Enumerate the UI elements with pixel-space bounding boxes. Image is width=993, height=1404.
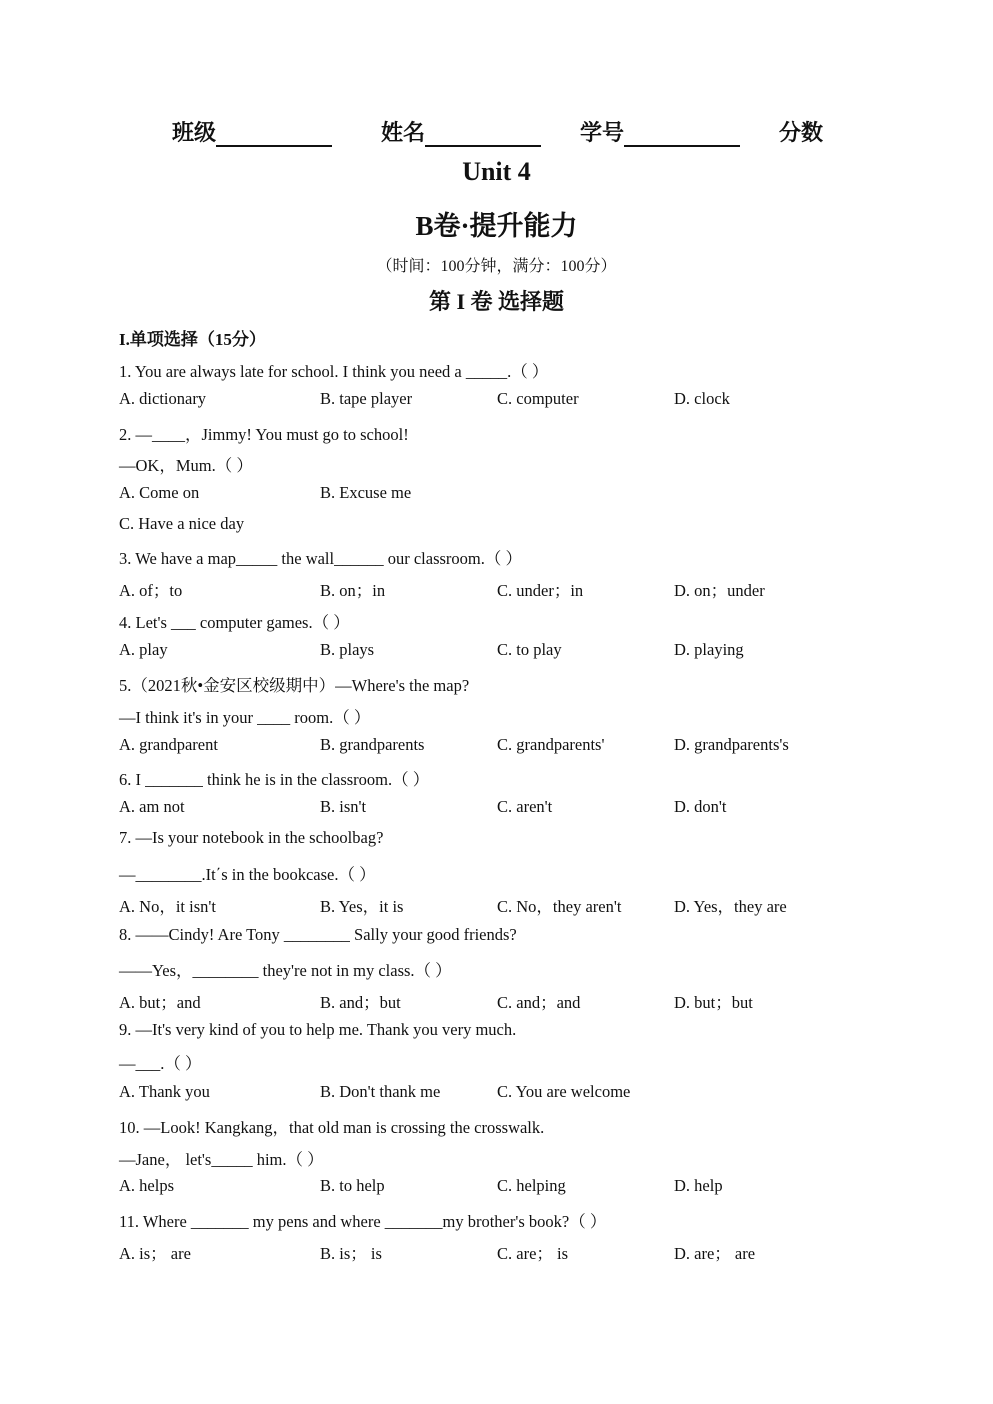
- question-8-stem: 8. ——Cindy! Are Tony ________ Sally your good friends?: [119, 925, 517, 944]
- student-info-header: [0, 116, 993, 152]
- q10-option-d[interactable]: D. help: [674, 1176, 723, 1195]
- q1-option-c[interactable]: C. computer: [497, 389, 579, 408]
- q5-option-d[interactable]: D. grandparents's: [674, 735, 789, 754]
- q5-option-b[interactable]: B. grandparents: [320, 735, 425, 754]
- q11-option-d[interactable]: D. are； are: [674, 1244, 756, 1263]
- q3-option-a[interactable]: A. of；to: [119, 581, 183, 600]
- student-id-field[interactable]: [580, 116, 740, 147]
- question-3-stem: 3. We have a map_____ the wall______ our classroom.（ ）: [119, 549, 522, 568]
- q9-option-c[interactable]: C. You are welcome: [497, 1082, 631, 1101]
- question-8-reply: ——Yes，________ they're not in my class.（ ）: [119, 961, 452, 980]
- q5-option-a[interactable]: A. grandparent: [119, 735, 218, 754]
- q1-option-d[interactable]: D. clock: [674, 389, 730, 408]
- question-6-stem: 6. I _______ think he is in the classroom.（ ）: [119, 770, 430, 789]
- question-9-reply: —___.（ ）: [119, 1054, 202, 1073]
- student-id-label: 学号: [580, 120, 625, 145]
- q6-option-d[interactable]: D. don't: [674, 797, 727, 816]
- question-1-stem: 1. You are always late for school. I think you need a _____.（ ）: [119, 362, 549, 381]
- class-label: 班级: [172, 120, 217, 145]
- q11-option-b[interactable]: B. is； is: [320, 1244, 382, 1263]
- student-id-blank[interactable]: [624, 119, 740, 147]
- q7-option-d[interactable]: D. Yes，they are: [674, 897, 787, 916]
- q9-option-a[interactable]: A. Thank you: [119, 1082, 210, 1101]
- q8-option-c[interactable]: C. and；and: [497, 993, 581, 1012]
- q10-option-c[interactable]: C. helping: [497, 1176, 566, 1195]
- score-field: [779, 116, 823, 147]
- question-7-reply: —________.It΄s in the bookcase.（ ）: [119, 865, 376, 884]
- paper-subtitle: B卷·提升能力: [415, 211, 578, 241]
- question-2-reply: —OK，Mum.（ ）: [119, 456, 253, 475]
- q6-option-c[interactable]: C. aren't: [497, 797, 553, 816]
- name-label: 姓名: [381, 120, 426, 145]
- class-blank[interactable]: [216, 119, 332, 147]
- q1-option-a[interactable]: A. dictionary: [119, 389, 207, 408]
- q2-option-b[interactable]: B. Excuse me: [320, 483, 412, 502]
- q7-option-b[interactable]: B. Yes，it is: [320, 897, 404, 916]
- q3-option-d[interactable]: D. on；under: [674, 581, 765, 600]
- question-2-stem: 2. —____，Jimmy! You must go to school!: [119, 425, 409, 444]
- question-10-reply: —Jane， let's_____ him.（ ）: [119, 1150, 324, 1169]
- name-field[interactable]: [381, 116, 541, 147]
- time-info: （时间：100分钟，满分：100分）: [376, 258, 617, 275]
- q8-option-b[interactable]: B. and；but: [320, 993, 401, 1012]
- q11-option-c[interactable]: C. are； is: [497, 1244, 569, 1263]
- question-4-stem: 4. Let's ___ computer games.（ ）: [119, 613, 350, 632]
- q5-option-c[interactable]: C. grandparents': [497, 735, 605, 754]
- q2-option-a[interactable]: A. Come on: [119, 483, 200, 502]
- class-field[interactable]: [172, 116, 332, 147]
- q8-option-d[interactable]: D. but；but: [674, 993, 753, 1012]
- score-label: 分数: [779, 120, 824, 145]
- question-5-stem: 5.（2021秋•金安区校级期中）—Where's the map?: [119, 676, 470, 695]
- name-blank[interactable]: [425, 119, 541, 147]
- question-9-stem: 9. —It's very kind of you to help me. Thank you very much.: [119, 1020, 517, 1039]
- question-11-stem: 11. Where _______ my pens and where _______my brother's book?（ ）: [119, 1212, 607, 1231]
- q4-option-c[interactable]: C. to play: [497, 640, 562, 659]
- q3-option-c[interactable]: C. under；in: [497, 581, 584, 600]
- q8-option-a[interactable]: A. but；and: [119, 993, 201, 1012]
- q4-option-a[interactable]: A. play: [119, 640, 168, 659]
- q6-option-a[interactable]: A. am not: [119, 797, 185, 816]
- q10-option-b[interactable]: B. to help: [320, 1176, 385, 1195]
- question-7-stem: 7. —Is your notebook in the schoolbag?: [119, 828, 384, 847]
- q9-option-b[interactable]: B. Don't thank me: [320, 1082, 441, 1101]
- part-title: 第 I 卷 选择题: [428, 289, 565, 314]
- q4-option-b[interactable]: B. plays: [320, 640, 375, 659]
- q2-option-c[interactable]: C. Have a nice day: [119, 514, 245, 533]
- section-title: I.单项选择（15分）: [119, 330, 266, 349]
- q7-option-c[interactable]: C. No，they aren't: [497, 897, 622, 916]
- unit-title: Unit 4: [462, 157, 531, 186]
- q6-option-b[interactable]: B. isn't: [320, 797, 367, 816]
- q4-option-d[interactable]: D. playing: [674, 640, 744, 659]
- q3-option-b[interactable]: B. on；in: [320, 581, 386, 600]
- q10-option-a[interactable]: A. helps: [119, 1176, 174, 1195]
- question-5-reply: —I think it's in your ____ room.（ ）: [119, 708, 371, 727]
- q7-option-a[interactable]: A. No，it isn't: [119, 897, 216, 916]
- q11-option-a[interactable]: A. is； are: [119, 1244, 191, 1263]
- q1-option-b[interactable]: B. tape player: [320, 389, 413, 408]
- question-10-stem: 10. —Look! Kangkang，that old man is crossing the crosswalk.: [119, 1118, 545, 1137]
